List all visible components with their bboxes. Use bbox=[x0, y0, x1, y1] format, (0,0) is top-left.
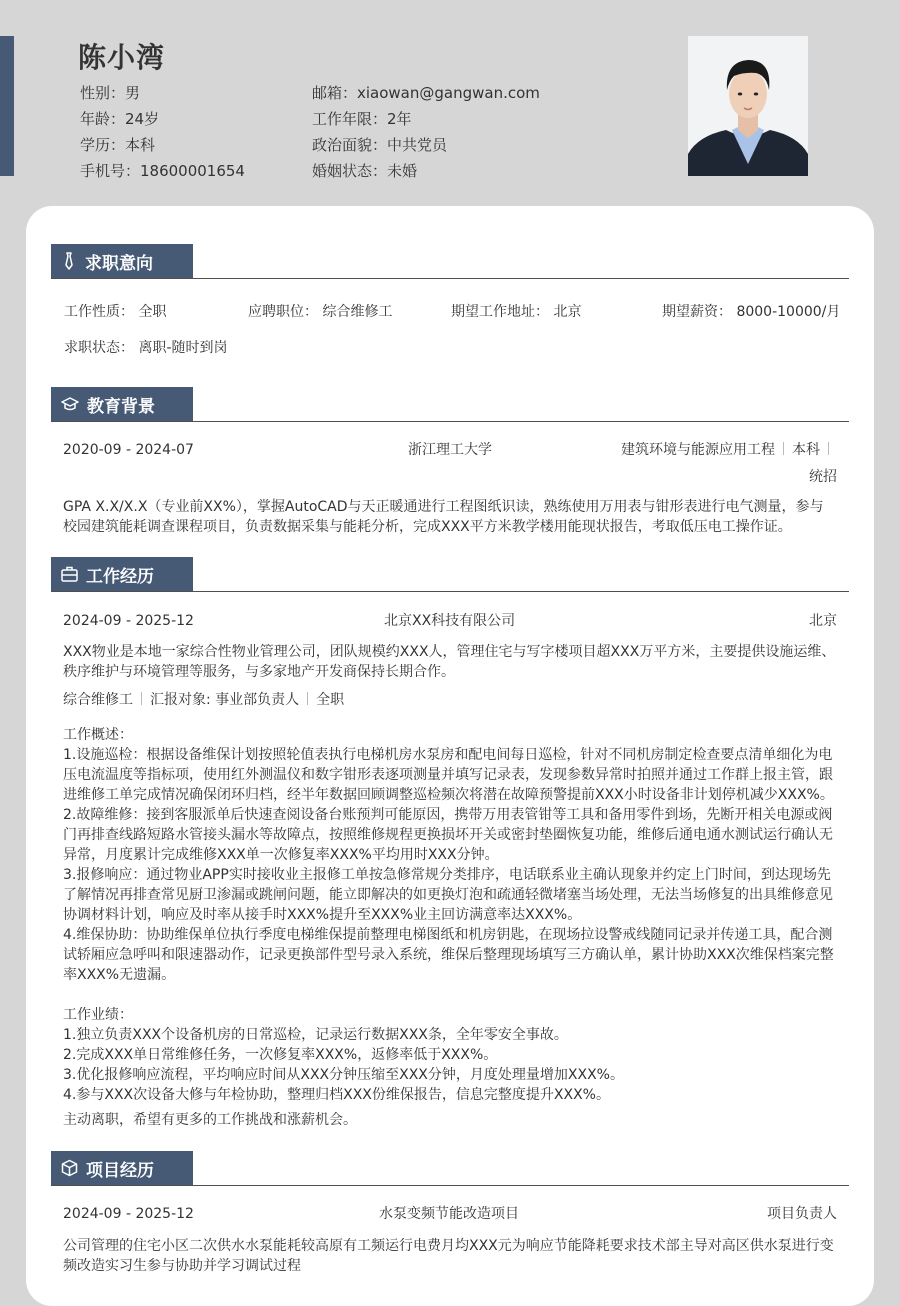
project-description: 公司管理的住宅小区二次供水水泵能耗较高原有工频运行电费月均XXX元为响应节能降耗要求技术部主导对高区供水泵进行变频改造实习生参与协助并学习调试过程 bbox=[63, 1238, 834, 1274]
expected-salary: 期望薪资： 8000-10000/月 bbox=[662, 304, 841, 320]
email: 邮箱：xiaowan@gangwan.com bbox=[312, 84, 540, 102]
section-title: 工作经历 bbox=[86, 566, 154, 587]
graduation-cap-icon bbox=[61, 396, 79, 412]
education-level: 学历：本科 bbox=[80, 136, 156, 154]
report-to: 汇报对象: 事业部负责人 bbox=[150, 692, 300, 708]
degree: 本科 bbox=[792, 442, 820, 458]
work-detail bbox=[63, 725, 837, 1105]
achievement-item: 4.参与XXX次设备大修与年检协助，整理归档XXX份维保报告，信息完整度提升XXX%。 bbox=[63, 1087, 610, 1103]
major: 建筑环境与能源应用工程 bbox=[621, 442, 775, 458]
expected-location: 期望工作地址： 北京 bbox=[451, 304, 582, 320]
enrollment-type: 统招 bbox=[809, 469, 837, 485]
job-type: 全职 bbox=[316, 692, 345, 708]
education-period: 2020-09 - 2024-07 bbox=[63, 442, 194, 458]
achievement-item: 3.优化报修响应流程，平均响应时间从XXX分钟压缩至XXX分钟，月度处理量增加XXX%。 bbox=[63, 1067, 624, 1083]
section-title: 项目经历 bbox=[86, 1160, 154, 1181]
leave-reason: 主动离职，希望有更多的工作挑战和涨薪机会。 bbox=[63, 1112, 357, 1128]
section-project bbox=[51, 1151, 849, 1186]
briefcase-icon bbox=[61, 566, 78, 582]
overview-item: 4.维保协助：协助维保单位执行季度电梯维保提前整理电梯图纸和机房钥匙，在现场拉设警戒线随同记录并传递工具，配合测试轿厢应急呼叫和限速器动作，记录更换部件型号录入系统，维保后整理现场填写三方确认单，累计协助XXX次维保档案完整率XXX%无遗漏。 bbox=[63, 927, 834, 983]
cube-icon bbox=[61, 1159, 78, 1177]
section-intention bbox=[51, 244, 849, 279]
gender: 性别：男 bbox=[80, 84, 141, 102]
age: 年龄：24岁 bbox=[80, 110, 160, 128]
section-tag bbox=[51, 387, 193, 421]
section-tag bbox=[51, 244, 193, 278]
company-name: 北京XX科技有限公司 bbox=[384, 613, 516, 629]
tie-icon bbox=[61, 252, 77, 270]
section-header bbox=[51, 1151, 849, 1186]
education-major-line bbox=[621, 440, 837, 460]
job-role: 综合维修工 bbox=[63, 692, 133, 708]
basic-info-left bbox=[80, 80, 245, 184]
section-education bbox=[51, 387, 849, 422]
basic-info-right bbox=[312, 80, 540, 184]
section-title: 求职意向 bbox=[85, 253, 153, 274]
work-years: 工作年限：2年 bbox=[312, 110, 412, 128]
project-name: 水泵变频节能改造项目 bbox=[379, 1206, 519, 1222]
overview-item: 1.设施巡检：根据设备维保计划按照轮值表执行电梯机房水泵房和配电间每日巡检，针对不同机房制定检查要点清单细化为电压电流温度等指标项，使用红外测温仪和数字钳形表逐项测量并填写记录表，发现参数异常时拍照并通过工作群上报主管，跟进维修工单完成情况确保闭环归档，经半年数据回顾调整巡检频次将潜在故障预警提前XXX小时设备非计划停机减少XXX%。 bbox=[63, 747, 834, 803]
work-type: 工作性质： 全职 bbox=[64, 304, 167, 320]
political-status: 政治面貌：中共党员 bbox=[312, 136, 448, 154]
project-role: 项目负责人 bbox=[767, 1206, 837, 1222]
profile-photo bbox=[688, 36, 808, 176]
section-work bbox=[51, 557, 849, 592]
section-header bbox=[51, 557, 849, 592]
section-header bbox=[51, 387, 849, 422]
section-header bbox=[51, 244, 849, 279]
overview-item: 3.报修响应：通过物业APP实时接收业主报修工单按急修常规分类排序，电话联系业主确认现象并约定上门时间，到达现场先了解情况再排查常见厨卫渗漏或跳闸问题，能立即解决的如更换灯泡和疏通轻微堵塞当场处理，无法当场修复的出具维修意见协调材料计划，响应及时率从接手时XXX%提升至XXX%业主回访满意率达XXX%。 bbox=[63, 867, 833, 923]
job-status: 求职状态： 离职-随时到岗 bbox=[64, 340, 228, 356]
section-tag bbox=[51, 1151, 193, 1185]
achievement-item: 2.完成XXX单日常维修任务，一次修复率XXX%，返修率低于XXX%。 bbox=[63, 1047, 498, 1063]
achievements-title: 工作业绩： bbox=[63, 1007, 133, 1023]
section-tag bbox=[51, 557, 193, 591]
school-name: 浙江理工大学 bbox=[408, 442, 492, 458]
work-period: 2024-09 - 2025-12 bbox=[63, 613, 194, 629]
work-meta bbox=[63, 690, 344, 710]
achievement-item: 1.独立负责XXX个设备机房的日常巡检，记录运行数据XXX条，全年零安全事故。 bbox=[63, 1027, 568, 1043]
work-city: 北京 bbox=[809, 613, 837, 629]
education-description: GPA X.X/X.X（专业前XX%），掌握AutoCAD与天正暖通进行工程图纸识读，熟练使用万用表与钳形表进行电气测量，参与校园建筑能耗调查课程项目，负责数据采集与能耗分析，完成XXX平方米教学楼用能现状报告，考取低压电工操作证。 bbox=[63, 499, 824, 535]
project-period: 2024-09 - 2025-12 bbox=[63, 1206, 194, 1222]
section-title: 教育背景 bbox=[87, 396, 155, 417]
applied-position: 应聘职位： 综合维修工 bbox=[248, 304, 393, 320]
overview-item: 2.故障维修：接到客服派单后快速查阅设备台账预判可能原因，携带万用表管钳等工具和备用零件到场，先断开相关电源或阀门再排查线路短路水管接头漏水等故障点，按照维修规程更换损坏开关或密封垫圈恢复功能，维修后通电通水测试运行确认无异常，月度累计完成维修XXX单一次修复率XXX%平均用时XXX分钟。 bbox=[63, 807, 833, 863]
overview-title: 工作概述： bbox=[63, 727, 133, 743]
spacer bbox=[63, 985, 837, 1005]
accent-bar bbox=[0, 36, 14, 176]
company-description: XXX物业是本地一家综合性物业管理公司，团队规模约XXX人，管理住宅与写字楼项目超XXX万平方米，主要提供设施运维、秩序维护与环境管理等服务，与多家地产开发商保持长期合作。 bbox=[63, 644, 836, 680]
candidate-name: 陈小湾 bbox=[78, 41, 166, 74]
marital-status: 婚姻状态：未婚 bbox=[312, 162, 418, 180]
phone: 手机号：18600001654 bbox=[80, 162, 245, 180]
